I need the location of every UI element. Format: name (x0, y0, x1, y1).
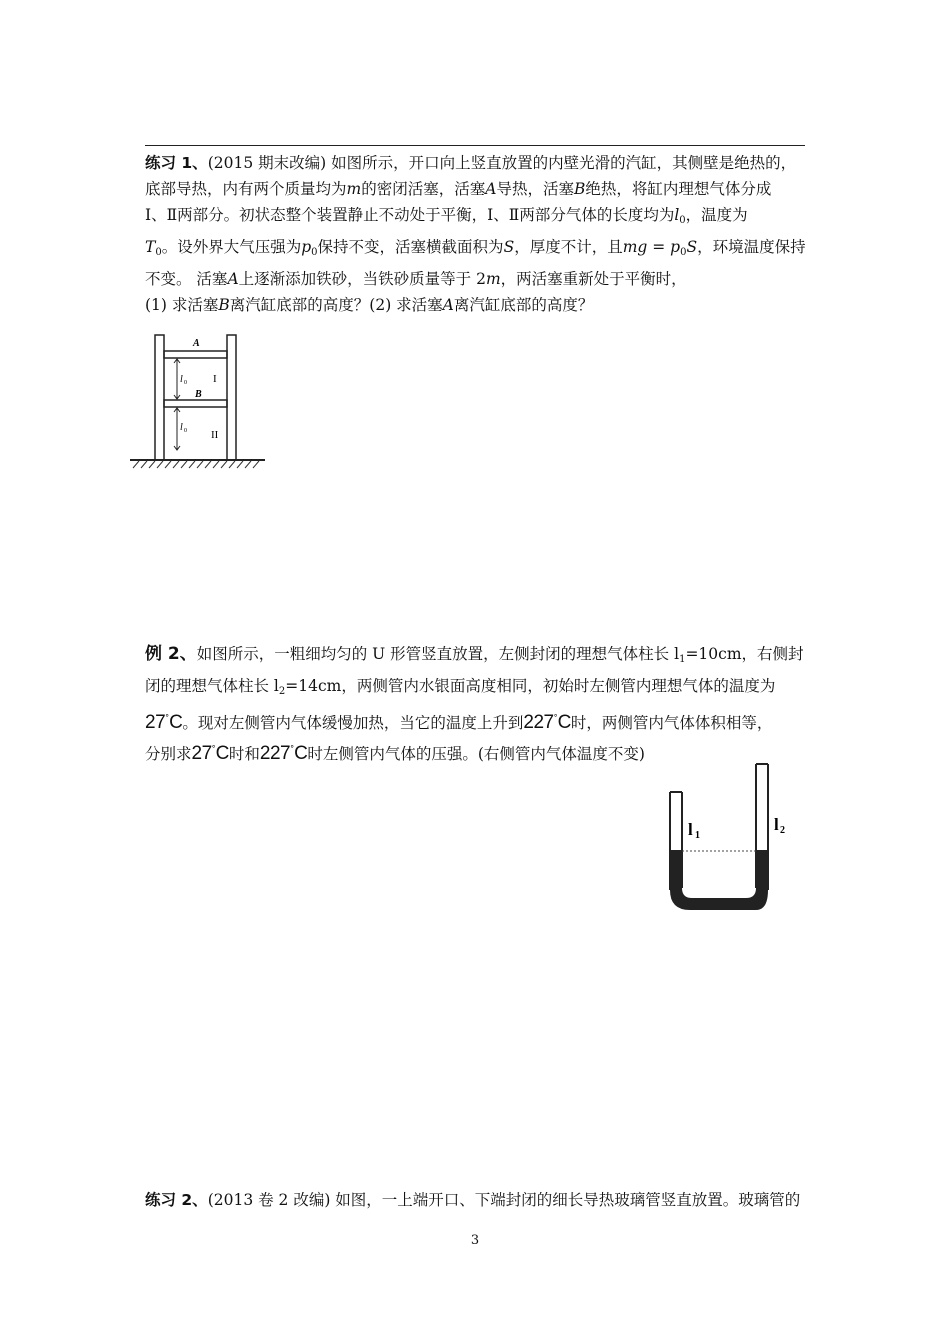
text: 时左侧管内气体的压强。(右侧管内气体温度不变) (307, 745, 645, 763)
text: 时，两侧管内气体体积相等， (570, 714, 773, 732)
var: A (442, 296, 454, 314)
text: ，两活塞重新处于平衡时， (500, 270, 687, 288)
label-l1-sub: 1 (695, 830, 700, 841)
temp-unit: C (169, 712, 183, 733)
label-l2: l (774, 815, 779, 834)
text: 时和 (228, 745, 260, 763)
text: 底部导热，内有两个质量均为 (145, 180, 347, 198)
label-l1: l (688, 820, 693, 839)
deg: ° (211, 744, 216, 753)
page-number: 3 (470, 1233, 480, 1248)
sub: 1 (679, 654, 686, 665)
var: p (301, 238, 312, 256)
text: 闭的理想气体柱长 l (145, 677, 279, 695)
text: 分别求 (145, 745, 192, 763)
var: S (686, 238, 698, 256)
exercise-2-label: 练习 2、 (145, 1191, 208, 1209)
label-l2-sub: 2 (780, 825, 785, 836)
var: B (218, 296, 230, 314)
deg: ° (165, 713, 170, 722)
exercise-1-label: 练习 1、 (145, 154, 208, 172)
temp-unit: C (215, 743, 229, 764)
u-tube-figure (664, 760, 784, 915)
header-rule (145, 145, 805, 146)
label-II: II (211, 429, 219, 441)
sub: 0 (311, 247, 318, 258)
var: p (670, 238, 681, 256)
text: 离汽缸底部的高度？ (453, 296, 594, 314)
text: 不变。 活塞 (145, 270, 228, 288)
text: 保持不变，活塞横截面积为 (317, 238, 504, 256)
var: A (227, 270, 239, 288)
var: mg (622, 238, 648, 256)
text: ，温度为 (685, 206, 748, 224)
example-2 (145, 641, 807, 767)
text: =14cm，两侧管内水银面高度相同，初始时左侧管内理想气体的温度为 (285, 677, 776, 695)
label-l0-lower-sub: 0 (184, 428, 187, 434)
text: =10cm，右侧封 (685, 645, 804, 663)
exercise-2 (145, 1187, 807, 1213)
var: m (346, 180, 362, 198)
text: (2013 卷 2 改编) 如图，一上端开口、下端封闭的细长导热玻璃管竖直放置。玻璃管的 (207, 1191, 801, 1209)
text: = (647, 238, 671, 256)
label-l0-upper-sub: 0 (184, 380, 187, 386)
text: 的密闭活塞，活塞 (361, 180, 486, 198)
cylinder-figure (125, 330, 270, 470)
text: Ⅰ、Ⅱ两部分。初状态整个装置静止不动处于平衡，Ⅰ、Ⅱ两部分气体的长度均为 (145, 206, 675, 224)
label-l0-upper: l (180, 374, 183, 385)
label-B: B (195, 389, 202, 400)
var: A (485, 180, 497, 198)
temp-unit: C (557, 712, 571, 733)
text: 如图所示，一粗细均匀的 U 形管竖直放置，左侧封闭的理想气体柱长 l (196, 645, 680, 663)
exercise-1 (145, 150, 807, 318)
var: l (674, 206, 680, 224)
text: 导热，活塞 (496, 180, 574, 198)
sub: 2 (278, 686, 286, 697)
text: ，环境温度保持 (697, 238, 806, 256)
text: (1) 求活塞 (145, 296, 219, 314)
temp: 227 (523, 712, 554, 733)
var: B (573, 180, 586, 198)
var: S (503, 238, 515, 256)
example-2-label: 例 2、 (145, 644, 197, 664)
var: T (145, 238, 156, 256)
text: 。设外界大气压强为 (161, 238, 302, 256)
text: ，厚度不计，且 (514, 238, 623, 256)
text: 离汽缸底部的高度？(2) 求活塞 (229, 296, 443, 314)
sub: 0 (155, 247, 162, 258)
deg: ° (553, 713, 558, 722)
text: 绝热，将缸内理想气体分成 (585, 180, 772, 198)
var: m (485, 270, 501, 288)
sub: 0 (679, 215, 686, 226)
text: 上逐渐添加铁砂，当铁砂质量等于 2 (238, 270, 486, 288)
text: 。现对左侧管内气体缓慢加热，当它的温度上升到 (182, 714, 524, 732)
temp: 27 (191, 743, 212, 764)
label-I: I (213, 373, 217, 385)
temp: 27 (145, 712, 166, 733)
temp: 227 (259, 743, 291, 764)
deg: ° (290, 744, 295, 753)
temp-unit: C (294, 743, 308, 764)
label-l0-lower: l (180, 422, 183, 433)
text: (2015 期末改编) 如图所示，开口向上竖直放置的内壁光滑的汽缸，其侧壁是绝热的， (207, 154, 797, 172)
sub: 0 (680, 247, 687, 258)
label-A: A (193, 338, 200, 349)
